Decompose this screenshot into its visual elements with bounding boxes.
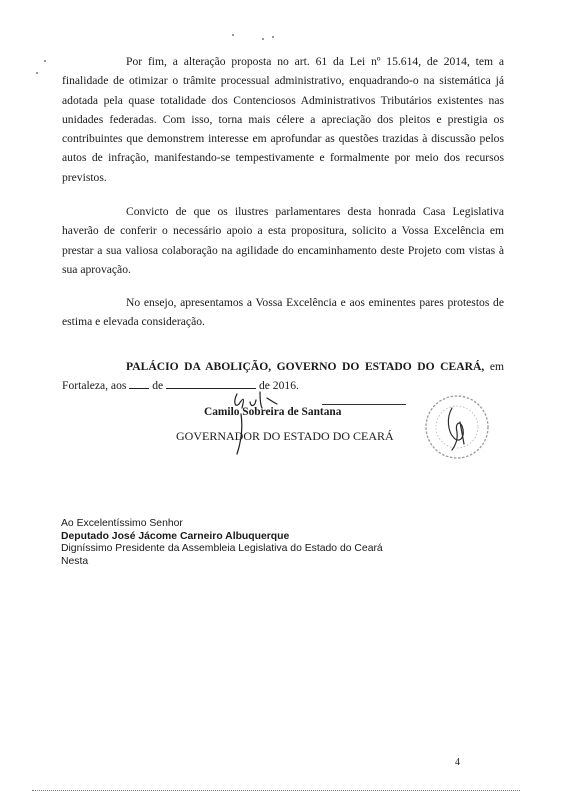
closing-de-1: de — [152, 379, 164, 393]
page-number: 4 — [455, 757, 460, 768]
signer-name: Camilo Sobreira de Santana — [204, 406, 342, 418]
day-blank — [129, 378, 149, 389]
signature-line — [322, 404, 406, 405]
official-seal-stamp — [422, 392, 492, 462]
paragraph-request-support: Convicto de que os ilustres parlamentares desta honrada Casa Legislativa haverão de conferir o necessário apoio a esta propositura, solicito a Vossa Excelência em prestar a sua valiosa colaboração na agilidade do encaminhamento deste Projeto com vistas à sua aprovação. — [62, 205, 504, 276]
addressee-location: Nesta — [61, 555, 89, 567]
addressee-name: Deputado José Jácome Carneiro Albuquerque — [61, 530, 290, 542]
handwritten-signature — [215, 384, 295, 464]
paragraph-regards: No ensejo, apresentamos a Vossa Excelência e aos eminentes pares protestos de estima e elevada consideração. — [62, 296, 504, 329]
addressee-salutation: Ao Excelentíssimo Senhor — [61, 518, 183, 529]
scan-speck — [44, 60, 46, 62]
signer-title: GOVERNADOR DO ESTADO DO CEARÁ — [176, 429, 394, 443]
paragraph-final-considerations: Por fim, a alteração proposta no art. 61 da Lei nº 15.614, de 2014, tem a finalidade de otimizar o trâmite processual administrativo, enquadrando-o na sistemática já adotada pela quase totalidade dos Contenciosos Administrativos Tributários existentes nas unidades federadas. Com isso, torna mais célere a apreciação dos pleitos e prestigia os contribuintes que demonstrem interesse em aprofundar as questões trazidas à discussão pelos autos de infração, manifestando-se tempestivamente e formalmente por meio dos recursos previstos. — [62, 55, 504, 184]
footer-rule — [32, 790, 520, 791]
scan-speck — [36, 72, 38, 74]
closing-city: em Fortaleza, aos — [62, 360, 504, 393]
closing-place: PALÁCIO DA ABOLIÇÃO, GOVERNO DO ESTADO DO CEARÁ, — [126, 360, 485, 373]
addressee-role: Digníssimo Presidente da Assembleia Legislativa do Estado do Ceará — [61, 543, 383, 555]
scan-speck — [232, 34, 234, 36]
scan-speck — [262, 38, 264, 40]
scan-speck — [272, 36, 274, 38]
closing-year: de 2016. — [258, 379, 299, 393]
addressee-block — [61, 518, 383, 568]
